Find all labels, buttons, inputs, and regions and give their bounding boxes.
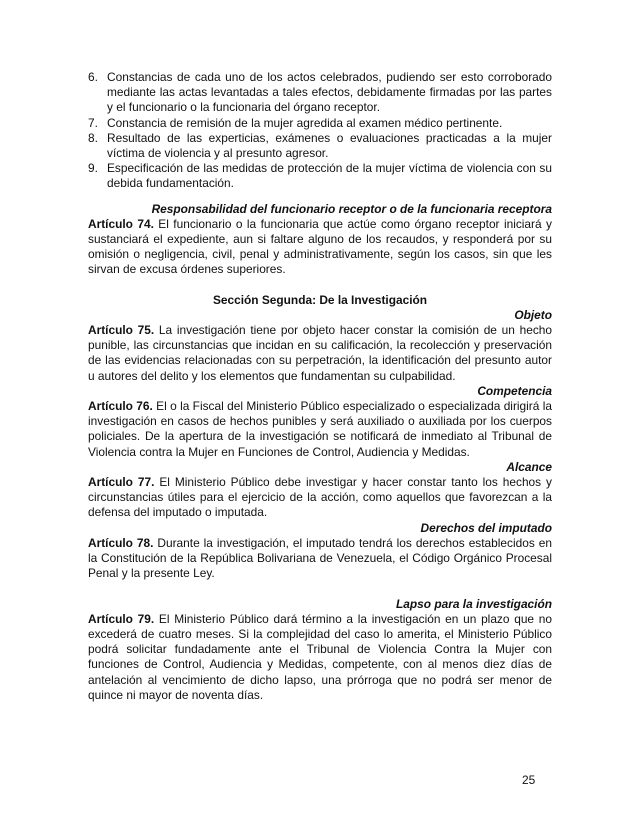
- article-77-label: Artículo 77.: [88, 475, 155, 490]
- list-item: [88, 161, 552, 191]
- article-76-heading: Competencia: [477, 383, 552, 398]
- article-77-heading: Alcance: [506, 459, 552, 474]
- article-74-text: El funcionario o la funcionaria que actúe como órgano receptor iniciará y sustanciará el expediente, aun si faltare alguno de los recaudos, y responderá por su omisión o negligencia, civil, penal y administrativamente, según los casos, sin que les sirvan de excusa órdenes superiores.: [88, 216, 552, 277]
- document-page: [88, 70, 552, 703]
- article-76-label: Artículo 76.: [88, 399, 153, 414]
- article-75-label: Artículo 75.: [88, 323, 155, 338]
- list-item: [88, 116, 552, 131]
- article-74-body: [88, 217, 552, 278]
- article-74-heading: Responsabilidad del funcionario receptor o de la funcionaria receptora: [151, 201, 552, 216]
- list-item: [88, 131, 552, 161]
- list-item-text: Especificación de las medidas de protección de la mujer víctima de violencia con su debida fundamentación.: [107, 161, 552, 191]
- article-78-body: [88, 536, 552, 582]
- article-79-heading: Lapso para la investigación: [396, 596, 552, 611]
- article-79-text: El Ministerio Público dará término a la investigación en un plazo que no excederá de cuatro meses. Si la complejidad del caso lo amerita, el Ministerio Público podrá solicitar fundadamente ante el Tribunal de Violencia Contra la Mujer con funciones de Control, Audiencia y Medidas, competente, con al menos diez días de antelación al vencimiento de dicho lapso, una prórroga que no podrá ser menor de quince ni mayor de noventa días.: [88, 611, 552, 702]
- article-78-text: Durante la investigación, el imputado tendrá los derechos establecidos en la Constitución de la República Bolivariana de Venezuela, el Código Orgánico Procesal Penal y la presente Ley.: [88, 535, 552, 581]
- article-77-body: [88, 475, 552, 521]
- article-75-body: [88, 323, 552, 384]
- article-75-text: La investigación tiene por objeto hacer constar la comisión de un hecho punible, las circunstancias que incidan en su calificación, la recolección y preservación de las evidencias relacionadas con su perpetración, la identificación del presunto autor u autores del delito y los elementos que fundamentan su culpabilidad.: [88, 323, 552, 383]
- article-78-heading: Derechos del imputado: [420, 520, 552, 535]
- article-78-label: Artículo 78.: [88, 535, 154, 550]
- article-79-body: [88, 612, 552, 703]
- article-79-label: Artículo 79.: [88, 611, 155, 626]
- numbered-list: [88, 70, 552, 192]
- article-76-body: [88, 399, 552, 460]
- list-item-text: Resultado de las experticias, exámenes o evaluaciones practicadas a la mujer víctima de violencia y al presunto agresor.: [107, 130, 552, 161]
- page-number: 25: [522, 773, 536, 787]
- list-item-number: 9.: [88, 161, 98, 176]
- list-item: [88, 70, 552, 116]
- list-item-number: 8.: [88, 130, 98, 145]
- list-item-text: Constancias de cada uno de los actos celebrados, pudiendo ser esto corroborado mediante las actas levantadas a tales efectos, debidamente firmadas por las partes y el funcionario o la funcionaria del órgano receptor.: [107, 70, 552, 115]
- article-76-text: El o la Fiscal del Ministerio Público especializado o especializada dirigirá la investigación en casos de hechos punibles y será auxiliado o auxiliada por los cuerpos policiales. De la apertura de la investigación se notificará de inmediato al Tribunal de Violencia contra la Mujer en Funciones de Control, Audiencia y Medidas.: [88, 399, 552, 459]
- list-item-number: 6.: [88, 70, 98, 84]
- list-item-text: Constancia de remisión de la mujer agredida al examen médico pertinente.: [107, 115, 503, 130]
- article-74-label: Artículo 74.: [88, 216, 154, 231]
- list-item-number: 7.: [88, 115, 98, 130]
- article-77-text: El Ministerio Público debe investigar y hacer constar tanto los hechos y circunstancias útiles para el ejercicio de la acción, como aquellos que favorezcan a la defensa del imputado o imputada.: [88, 475, 552, 520]
- article-75-heading: Objeto: [514, 307, 552, 322]
- section-title: Sección Segunda: De la Investigación: [212, 292, 428, 307]
